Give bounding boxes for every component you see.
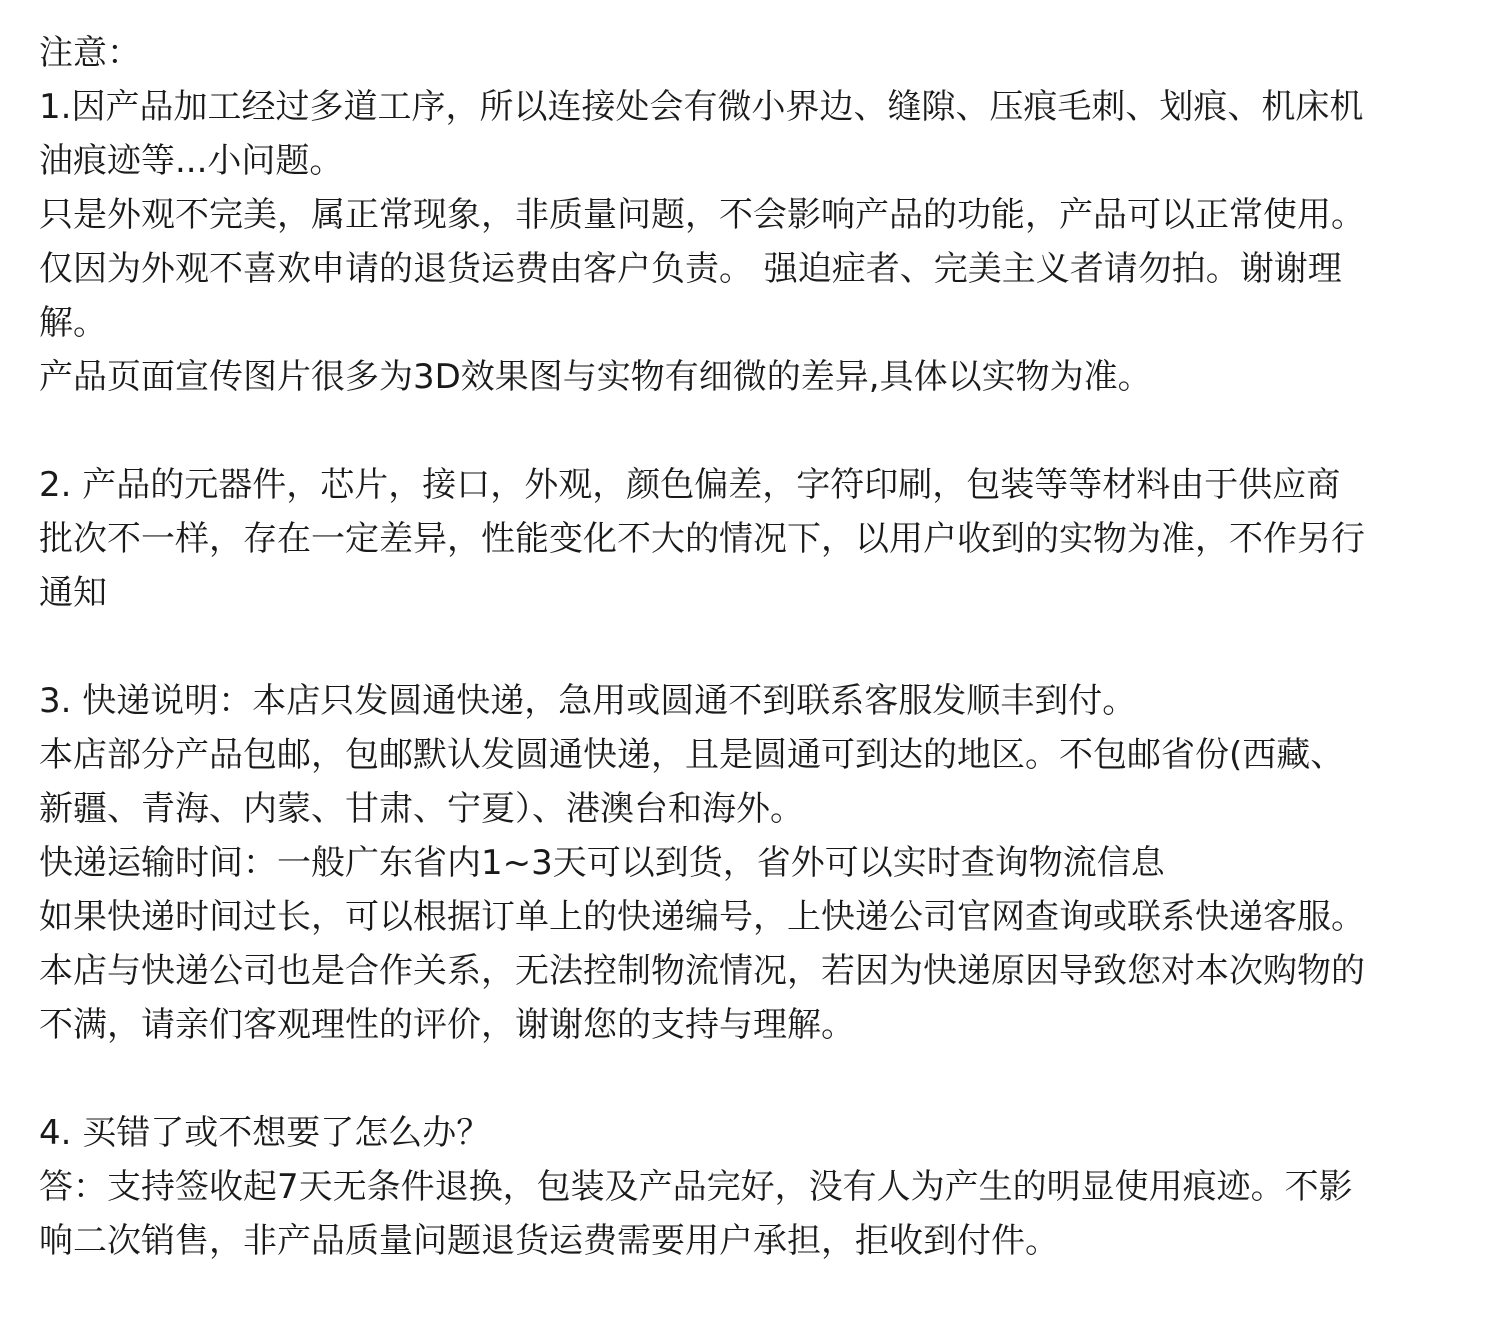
section-1-line: 油痕迹等...小问题。 <box>39 141 344 181</box>
section-2-line: 通知 <box>39 573 107 613</box>
section-4-line: 4. 买错了或不想要了怎么办？ <box>39 1113 491 1153</box>
section-1 <box>39 80 1469 404</box>
section-3-line: 3. 快递说明：本店只发圆通快递，急用或圆通不到联系客服发顺丰到付。 <box>39 681 1137 721</box>
notice-document <box>39 26 1469 1268</box>
section-3-line: 新疆、青海、内蒙、甘肃、宁夏）、港澳台和海外。 <box>39 789 804 829</box>
section-3-line: 快递运输时间：一般广东省内1~3天可以到货，省外可以实时查询物流信息 <box>39 843 1165 883</box>
section-3-line: 本店与快递公司也是合作关系，无法控制物流情况，若因为快递原因导致您对本次购物的 <box>39 951 1365 991</box>
section-4 <box>39 1106 1469 1268</box>
notice-heading: 注意： <box>39 33 141 73</box>
section-2-line: 2. 产品的元器件，芯片，接口，外观，颜色偏差，字符印刷，包装等等材料由于供应商 <box>39 465 1341 505</box>
section-3-line: 如果快递时间过长，可以根据订单上的快递编号，上快递公司官网查询或联系快递客服。 <box>39 897 1365 937</box>
section-2 <box>39 458 1469 620</box>
section-3 <box>39 674 1469 1052</box>
section-4-line: 响二次销售，非产品质量问题退货运费需要用户承担，拒收到付件。 <box>39 1221 1059 1261</box>
section-1-line: 产品页面宣传图片很多为3D效果图与实物有细微的差异,具体以实物为准。 <box>39 357 1152 397</box>
section-2-line: 批次不一样，存在一定差异，性能变化不大的情况下，以用户收到的实物为准，不作另行 <box>39 519 1365 559</box>
section-3-line: 本店部分产品包邮，包邮默认发圆通快递，且是圆通可到达的地区。不包邮省份(西藏、 <box>39 735 1345 775</box>
section-1-line: 仅因为外观不喜欢申请的退货运费由客户负责。 强迫症者、完美主义者请勿拍。谢谢理 <box>39 249 1342 289</box>
section-spacer <box>39 620 1469 674</box>
section-3-line: 不满，请亲们客观理性的评价，谢谢您的支持与理解。 <box>39 1005 855 1045</box>
section-spacer <box>39 404 1469 458</box>
section-1-line: 只是外观不完美，属正常现象，非质量问题，不会影响产品的功能，产品可以正常使用。 <box>39 195 1365 235</box>
section-spacer <box>39 1052 1469 1106</box>
section-1-line: 1.因产品加工经过多道工序，所以连接处会有微小界边、缝隙、压痕毛刺、划痕、机床机 <box>39 87 1364 127</box>
section-1-line: 解。 <box>39 303 107 343</box>
section-4-line: 答：支持签收起7天无条件退换，包装及产品完好，没有人为产生的明显使用痕迹。不影 <box>39 1167 1353 1207</box>
